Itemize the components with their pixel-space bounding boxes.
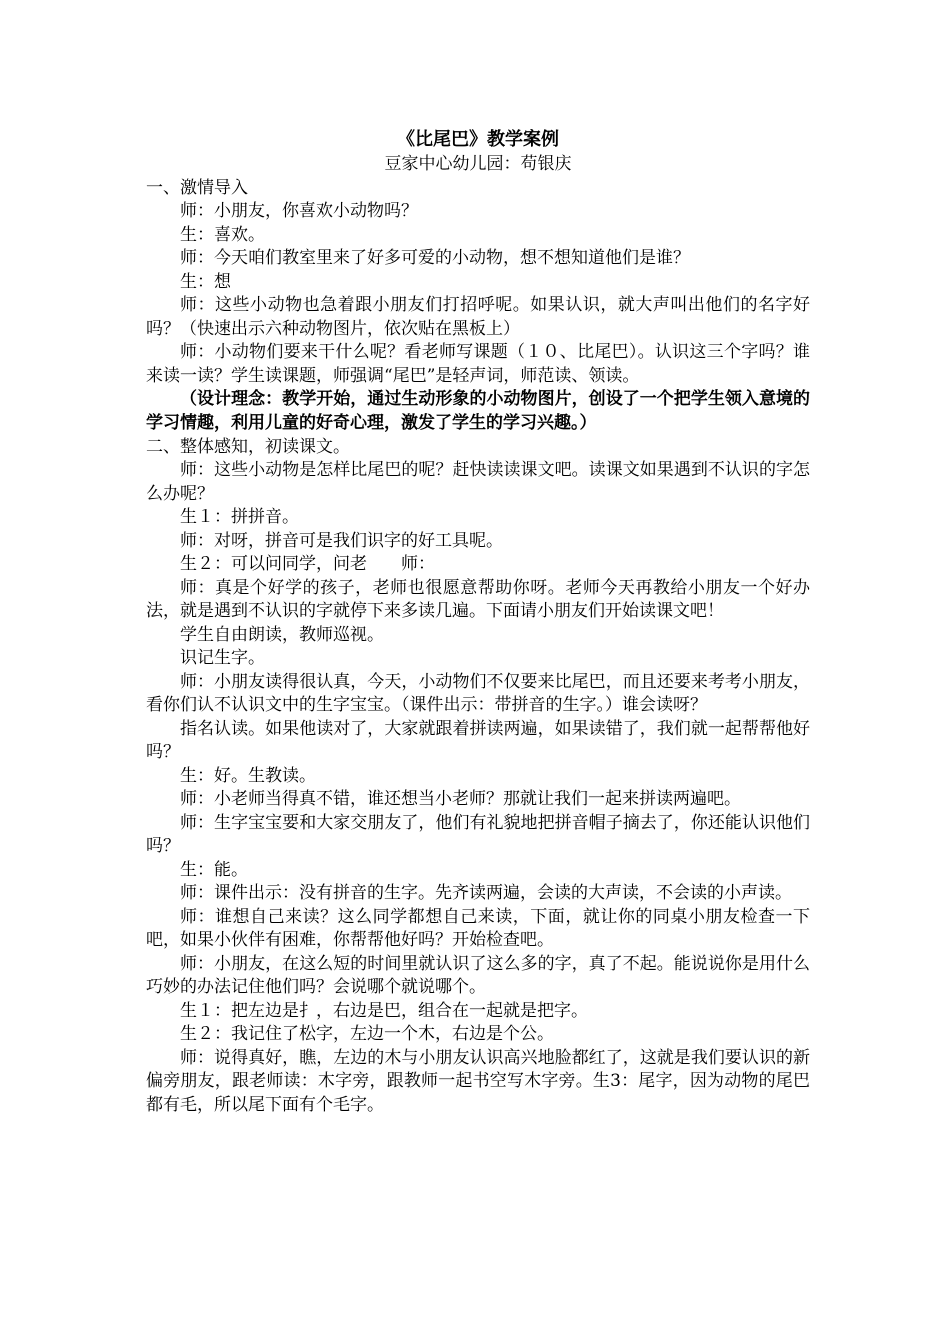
body-paragraph: 生１：拼拼音。: [180, 507, 299, 527]
body-paragraph: 师：小朋友，你喜欢小动物吗？: [180, 201, 418, 221]
body-paragraph: 生：能。: [180, 859, 248, 880]
body-paragraph: 生２：可以问同学，问老 师：: [180, 554, 435, 574]
body-paragraph: 师：小老师当得真不错，谁还想当小老师？那就让我们一起来拼读两遍吧。: [180, 789, 741, 809]
body-paragraph: 生２：我记住了松字，左边一个木，右边是个公。: [180, 1024, 554, 1044]
body-paragraph: 师：对呀，拼音可是我们识字的好工具呢。: [180, 530, 503, 551]
section-heading: 二、整体感知，初读课文。: [146, 437, 350, 457]
body-paragraph: 识记生字。: [180, 648, 265, 668]
body-paragraph: 师：这些小动物也急着跟小朋友们打招呼呢。如果认识，就大声叫出他们的名字好吗？（快速出示六种动物图片，依次贴在黑板上）: [146, 295, 810, 339]
document-author: 豆家中心幼儿园：苟银庆: [384, 154, 572, 174]
body-paragraph: 师：小动物们要来干什么呢？看老师写课题（１０、比尾巴）。认识这三个字吗？谁来读一读？学生读课题，师强调“尾巴”是轻声词，师范读、领读。: [146, 342, 810, 386]
body-paragraph: 师：今天咱们教室里来了好多可爱的小动物，想不想知道他们是谁？: [180, 248, 690, 268]
design-note-paragraph: （设计理念：教学开始，通过生动形象的小动物图片，创设了一个把学生领入意境的学习情趣，利用儿童的好奇心理，激发了学生的学习兴趣。）: [146, 389, 810, 433]
body-paragraph: 学生自由朗读，教师巡视。: [180, 624, 384, 645]
body-paragraph: 生１：把左边是扌，右边是巴，组合在一起就是把字。: [180, 1000, 588, 1021]
body-paragraph: 师：真是个好学的孩子，老师也很愿意帮助你呀。老师今天再教给小朋友一个好办法，就是遇到不认识的字就停下来多读几遍。下面请小朋友们开始读课文吧！: [146, 577, 810, 621]
document-body: [146, 128, 810, 1117]
body-paragraph: 师：这些小动物是怎样比尾巴的呢？赶快读读课文吧。读课文如果遇到不认识的字怎么办呢？: [146, 460, 810, 504]
body-paragraph: 生：想: [180, 271, 231, 292]
body-paragraph: 师：谁想自己来读？这么同学都想自己来读，下面，就让你的同桌小朋友检查一下吧，如果小伙伴有困难，你帮帮他好吗？开始检查吧。: [146, 906, 810, 950]
body-paragraph: 师：课件出示：没有拼音的生字。先齐读两遍，会读的大声读，不会读的小声读。: [180, 883, 792, 903]
paragraph-list: [146, 176, 810, 1117]
body-paragraph: 指名认读。如果他读对了，大家就跟着拼读两遍，如果读错了，我们就一起帮帮他好吗？: [146, 718, 810, 762]
body-paragraph: 生：好。生教读。: [180, 765, 316, 786]
body-paragraph: 生：喜欢。: [180, 224, 265, 245]
body-paragraph: 师：说得真好，瞧，左边的木与小朋友认识高兴地脸都红了，这就是我们要认识的新偏旁朋友，跟老师读：木字旁，跟教师一起书空写木字旁。生3：尾字，因为动物的尾巴都有毛，所以尾下面有个毛字。: [146, 1047, 810, 1115]
section-heading: 一、激情导入: [146, 178, 248, 198]
body-paragraph: 师：生字宝宝要和大家交朋友了，他们有礼貌地把拼音帽子摘去了，你还能认识他们吗？: [146, 812, 810, 856]
document-title: 《比尾巴》教学案例: [397, 129, 559, 150]
body-paragraph: 师：小朋友读得很认真，今天，小动物们不仅要来比尾巴，而且还要来考考小朋友，看你们认不认识文中的生字宝宝。（课件出示：带拼音的生字。）谁会读呀？: [146, 671, 810, 715]
body-paragraph: 师：小朋友，在这么短的时间里就认识了这么多的字，真了不起。能说说你是用什么巧妙的办法记住他们吗？会说哪个就说哪个。: [146, 953, 810, 997]
